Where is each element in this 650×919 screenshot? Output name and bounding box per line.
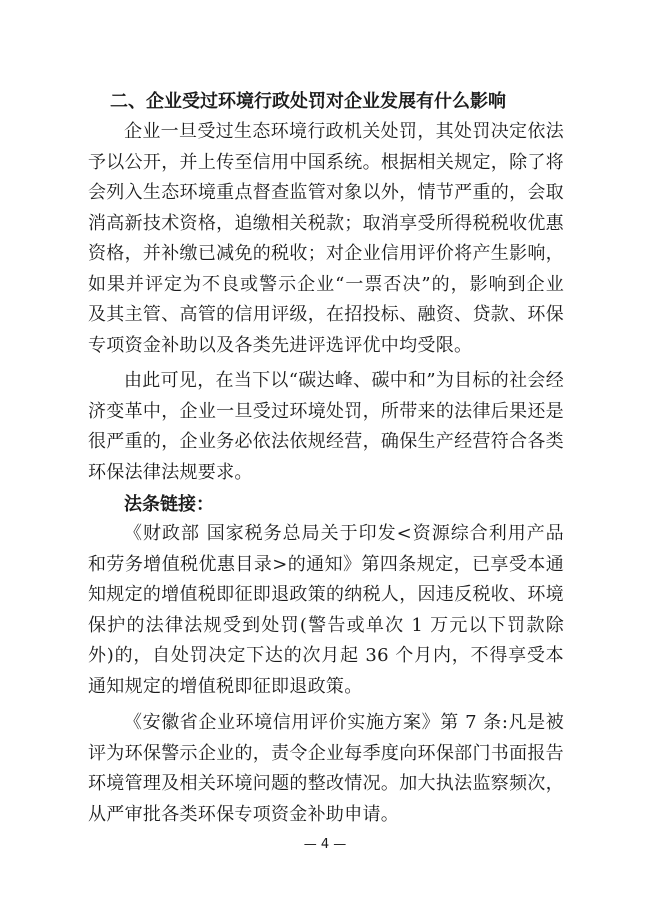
paragraph-law-finance-ministry: 《财政部 国家税务总局关于印发<资源综合利用产品和劳务增值税优惠目录>的通知》第四条规定，已享受本通知规定的增值税即征即退政策的纳税人，因违反税收、环境保护的法律法规受到处罚(警告或单次 1 万元以下罚款除外)的，自处罚决定下达的次月起 36 个月内，不得享受本通知规定的增值税即征即退政策。	[88, 523, 564, 697]
law-links-label: 法条链接：	[124, 494, 214, 515]
paragraph-conclusion: 由此可见，在当下以“碳达峰、碳中和”为目标的社会经济变革中，企业一旦受过环境处罚，所带来的法律后果还是很严重的，企业务必依法依规经营，确保生产经营符合各类环保法律法规要求。	[88, 370, 564, 483]
paragraph-penalty-impact: 企业一旦受过生态环境行政机关处罚，其处罚决定依法予以公开，并上传至信用中国系统。根据相关规定，除了将会列入生态环境重点督查监管对象以外，情节严重的，会取消高新技术资格，追缴相关税款；取消享受所得税税收优惠资格，并补缴已减免的税收；对企业信用评价将产生影响，如果并评定为不良或警示企业“一票否决”的，影响到企业及其主管、高管的信用评级，在招投标、融资、贷款、环保专项资金补助以及各类先进评选评优中均受限。	[88, 121, 564, 356]
paragraph-law-anhui-plan: 《安徽省企业环境信用评价实施方案》第 7 条:凡是被评为环保警示企业的，责令企业每季度向环保部门书面报告环境管理及相关环境问题的整改情况。加大执法监察频次，从严审批各类环保专项资金补助申请。	[88, 712, 564, 825]
section-heading: 二、企业受过环境行政处罚对企业发展有什么影响	[110, 91, 506, 112]
page-number: — 4 —	[303, 837, 347, 852]
